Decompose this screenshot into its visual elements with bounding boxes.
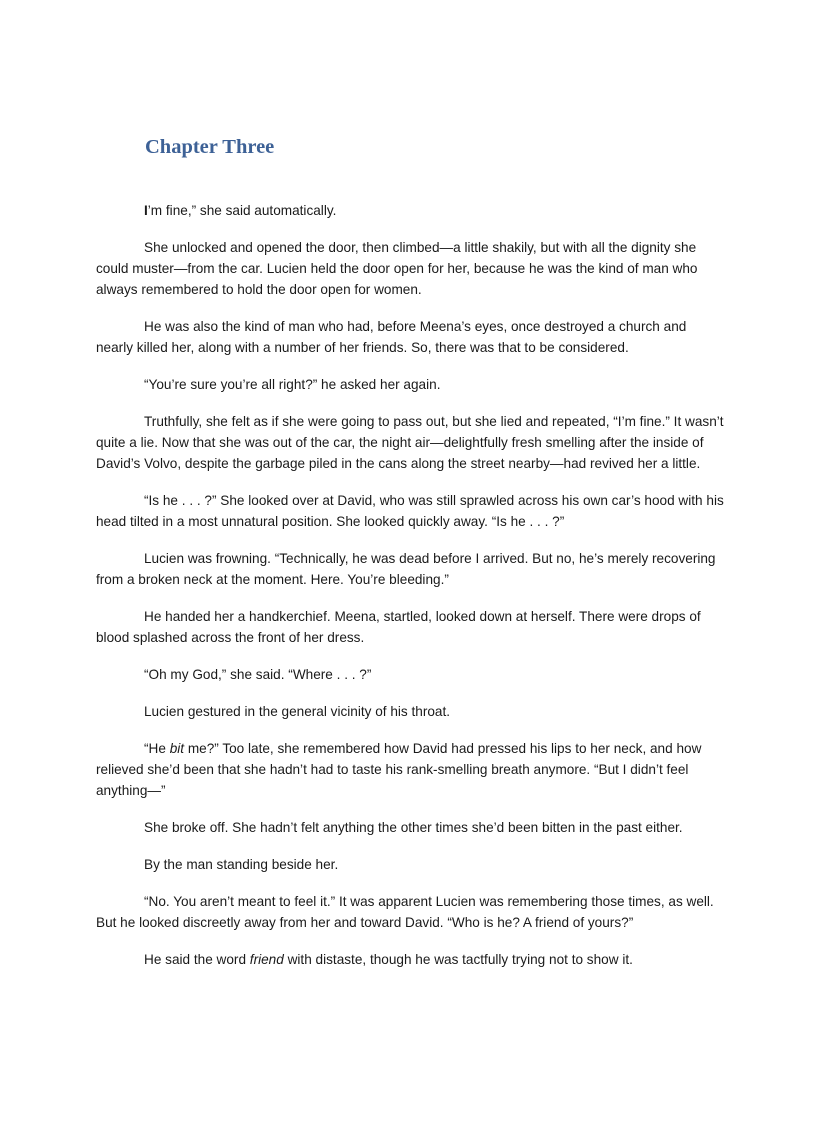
paragraph-8: He handed her a handkerchief. Meena, startled, looked down at herself. There were drops of blood splashed across the front of her dress. <box>96 609 701 645</box>
paragraph-14: “No. You aren’t meant to feel it.” It was apparent Lucien was remembering those times, as well. But he looked discreetly away from her and toward David. “Who is he? A friend of yours?” <box>96 894 714 930</box>
paragraph-7: Lucien was frowning. “Technically, he was dead before I arrived. But no, he’s merely recovering from a broken neck at the moment. Here. You’re bleeding.” <box>96 551 716 587</box>
paragraph-11-tail: me?” Too late, she remembered how David had pressed his lips to her neck, and how relieved she’d been that she hadn’t had to taste his rank-smelling breath anymore. “But I didn’t feel anything—” <box>96 741 702 798</box>
paragraph-12: She broke off. She hadn’t felt anything the other times she’d been bitten in the past either. <box>144 820 683 835</box>
paragraph-11 <box>96 738 726 801</box>
chapter-heading: Chapter Three <box>145 136 275 158</box>
paragraph-15-lead: He said the word <box>144 952 250 967</box>
initial-letter: I <box>144 203 148 218</box>
paragraph-2: She unlocked and opened the door, then climbed—a little shakily, but with all the dignity she could muster—from the car. Lucien held the door open for her, because he was the kind of man who always remembered to hold the door open for women. <box>96 240 698 297</box>
paragraph-6: “Is he . . . ?” She looked over at David, who was still sprawled across his own car’s hood with his head tilted in a most unnatural position. She looked quickly away. “Is he . . . ?” <box>96 493 724 529</box>
paragraph-15 <box>96 949 726 970</box>
emphasis-bit: bit <box>169 741 185 756</box>
paragraph-3: He was also the kind of man who had, before Meena’s eyes, once destroyed a church and nearly killed her, along with a number of her friends. So, there was that to be considered. <box>96 319 687 355</box>
paragraph-5: Truthfully, she felt as if she were going to pass out, but she lied and repeated, “I’m fine.” It wasn’t quite a lie. Now that she was out of the car, the night air—delightfully fresh smelling after the inside of David’s Volvo, despite the garbage piled in the cans along the street nearby—had revived her a little. <box>96 414 724 471</box>
paragraph-1-text: ’m fine,” she said automatically. <box>147 203 337 218</box>
paragraph-4: “You’re sure you’re all right?” he asked her again. <box>144 377 441 392</box>
emphasis-friend: friend <box>249 952 284 967</box>
paragraph-1 <box>96 200 726 221</box>
paragraph-11-lead: “He <box>144 741 170 756</box>
chapter-body <box>96 200 726 986</box>
paragraph-15-tail: with distaste, though he was tactfully trying not to show it. <box>283 952 633 967</box>
paragraph-10: Lucien gestured in the general vicinity of his throat. <box>144 704 451 719</box>
paragraph-9: “Oh my God,” she said. “Where . . . ?” <box>144 667 372 682</box>
paragraph-13: By the man standing beside her. <box>144 857 339 872</box>
